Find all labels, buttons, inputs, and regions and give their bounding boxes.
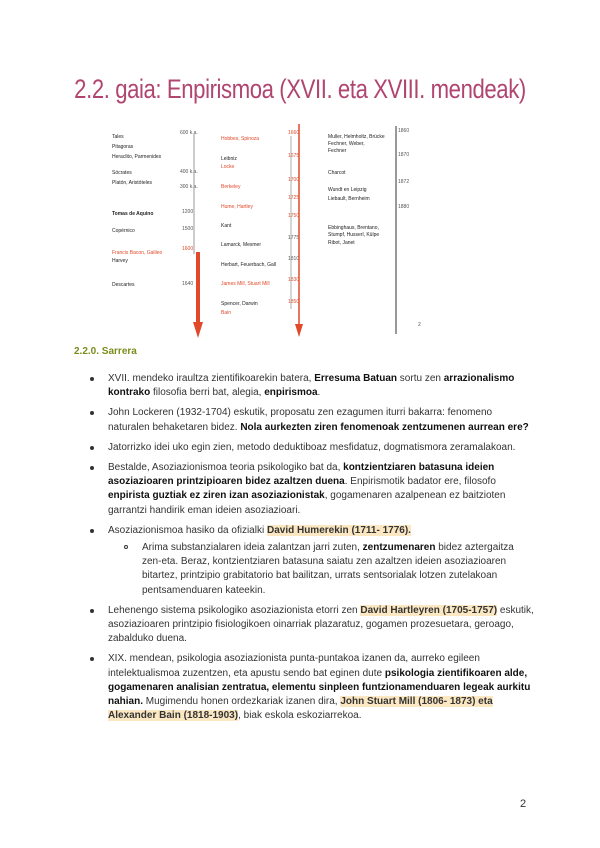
timeline-entry: Bain — [221, 310, 232, 316]
list-item: XIX. mendean, psikologia asoziazionista punta-puntakoa izanen da, aurreko egileen intelektualismoa zuzentzen, eta apustu sendo bat eginen dute psikologia zientifikoaren alde, gogamenaren analisian zentratua, elementu sinpleen funtzionamenduaren legeak aurkitu nahian. Mugimendu honen ordezkariak izanen dira, John Stuart Mill (1806- 1873) eta Alexander Bain (1818-1903), biak eskola eskoziarrekoa. — [74, 652, 534, 723]
timeline-entry: Harvey — [112, 258, 128, 264]
timeline-entry: Liebault, Bernheim — [328, 196, 370, 202]
timeline-entry: Stumpf, Husserl, Külpe — [328, 232, 380, 238]
timeline-arrow-1 — [192, 134, 204, 339]
timeline-entry: Descartes — [112, 282, 135, 288]
page-title: 2.2. gaia: Enpirismoa (XVII. eta XVIII. mendeak) — [74, 74, 526, 104]
timeline-date: 1640 — [182, 281, 194, 287]
section-heading: 2.2.0. Sarrera — [74, 346, 137, 357]
timeline-date: 1200 — [182, 209, 194, 215]
timeline-date: 1870 — [398, 152, 410, 158]
timeline-entry: Lamarck, Mesmer — [221, 242, 262, 248]
timeline-entry: Kant — [221, 223, 232, 229]
timeline-entry: Hume, Hartley — [221, 204, 253, 210]
timeline-line-3 — [394, 126, 398, 336]
timeline-entry: Leibniz — [221, 156, 237, 162]
timeline-entry: Francis Bacon, Galileo — [112, 250, 163, 256]
timeline-entry: Fechner — [328, 148, 347, 154]
timeline-date: 1500 — [182, 226, 194, 232]
timeline-arrow-2 — [288, 124, 308, 339]
timeline-date: 1872 — [398, 179, 410, 185]
list-item: Asoziazionismoa hasiko da ofizialki David Humerekin (1711- 1776). Arima substanzialaren ideia zalantzan jarri zuten, zentzumenaren bidez aztergaitza zen-eta. Beraz, kontzientziaren batasuna saiatu zen azaltzen ideien asoziazioaren bitartez, printzipio grabitatorio bat bailitzan, urrats sentsorialak lotzen zutelakoan pentsamenduaren kateekin. — [74, 524, 534, 598]
timeline-entry: Tales — [112, 134, 124, 140]
timeline-entry: Spencer, Darwin — [221, 301, 258, 307]
sub-list — [108, 541, 534, 598]
timeline-date: 1750 — [288, 213, 300, 219]
list-item: John Lockeren (1932-1704) eskutik, proposatu zen ezagumen iturri bakarra: fenomeno naturalen behaketaren bidez. Nola aurkezten ziren fenomenoak zentzumenen aurrean ere? — [74, 406, 534, 434]
timeline-date: 1830 — [288, 277, 300, 283]
timeline-entry: Ribot, Janet — [328, 240, 355, 246]
timeline-date: 1675 — [288, 153, 300, 159]
timeline-mark: 2 — [418, 322, 421, 328]
timeline-entry: Tomas de Aquino — [112, 211, 154, 217]
timeline-entry: Berkeley — [221, 184, 241, 190]
timeline-figure — [110, 124, 440, 339]
timeline-entry: Locke — [221, 164, 235, 170]
timeline-entry: Heraclito, Parmenides — [112, 154, 162, 160]
timeline-date: 400 k.a. — [180, 169, 198, 175]
timeline-date: 1850 — [288, 299, 300, 305]
timeline-entry: Copérnico — [112, 228, 135, 234]
timeline-entry: Hobbes, Spinoza — [221, 136, 260, 142]
timeline-entry: Sócrates — [112, 170, 132, 176]
page-number: 2 — [520, 798, 527, 810]
timeline-entry: Herbart, Feuerbach, Gall — [221, 262, 277, 268]
timeline-entry: Ebbinghaus, Brentano, — [328, 225, 379, 231]
timeline-date: 1725 — [288, 195, 300, 201]
timeline-date: 1600 — [182, 246, 194, 252]
timeline-entry: Charcot — [328, 170, 346, 176]
list-item: Bestalde, Asoziazionismoa teoria psikologiko bat da, kontzientziaren batasuna ideien asoziazioaren printzipioaren bidez azaltzen duena. Enpirismotik badator ere, filosofo enpirista guztiak ez ziren izan asoziazionistak, gogamenaren azalpenean ez baitzioten garrantzi handirik eman ideien asoziazioari. — [74, 461, 534, 518]
timeline-date: 1775 — [288, 235, 300, 241]
timeline-entry: Wundt en Leipzig — [328, 187, 367, 193]
list-item: Jatorrizko idei uko egin zien, metodo deduktiboaz mesfidatuz, dogmatismora zeramalakoan. — [74, 441, 534, 455]
bullet-list — [74, 372, 534, 729]
timeline-date: 300 k.a. — [180, 184, 198, 190]
timeline-date: 1660 — [288, 130, 300, 136]
timeline-date: 1700 — [288, 177, 300, 183]
list-item: XVII. mendeko iraultza zientifikoarekin batera, Erresuma Batuan sortu zen arrazionalismo kontrako filosofia berri bat, alegia, enpirismoa. — [74, 372, 534, 400]
list-item: Lehenengo sistema psikologiko asoziazionista etorri zen David Hartleyren (1705-1757) eskutik, asoziazioaren printzipio fisiologikoen oinarriak plazaratuz, gogamen prozesuetara, geroago, zabalduko duena. — [74, 604, 534, 647]
timeline-date: 1860 — [398, 128, 410, 134]
timeline-entry: Platón, Aristóteles — [112, 180, 153, 186]
sub-list-item: Arima substanzialaren ideia zalantzan jarri zuten, zentzumenaren bidez aztergaitza zen-eta. Beraz, kontzientziaren batasuna saiatu zen azaltzen ideien asoziazioaren bitartez, printzipio grabitatorio bat bailitzan, urrats sentsorialak lotzen zutelakoan pentsamenduaren kateekin. — [108, 541, 534, 598]
timeline-entry: Muller, Helmholtz, Brücke — [328, 134, 385, 140]
timeline-date: 600 k.a. — [180, 130, 198, 136]
timeline-date: 1880 — [398, 204, 410, 210]
timeline-entry: James Mill, Stuart Mill — [221, 281, 270, 287]
timeline-date: 1810 — [288, 256, 300, 262]
timeline-entry: Pitagoras — [112, 144, 134, 150]
timeline-entry: Fechner, Weber, — [328, 141, 365, 147]
